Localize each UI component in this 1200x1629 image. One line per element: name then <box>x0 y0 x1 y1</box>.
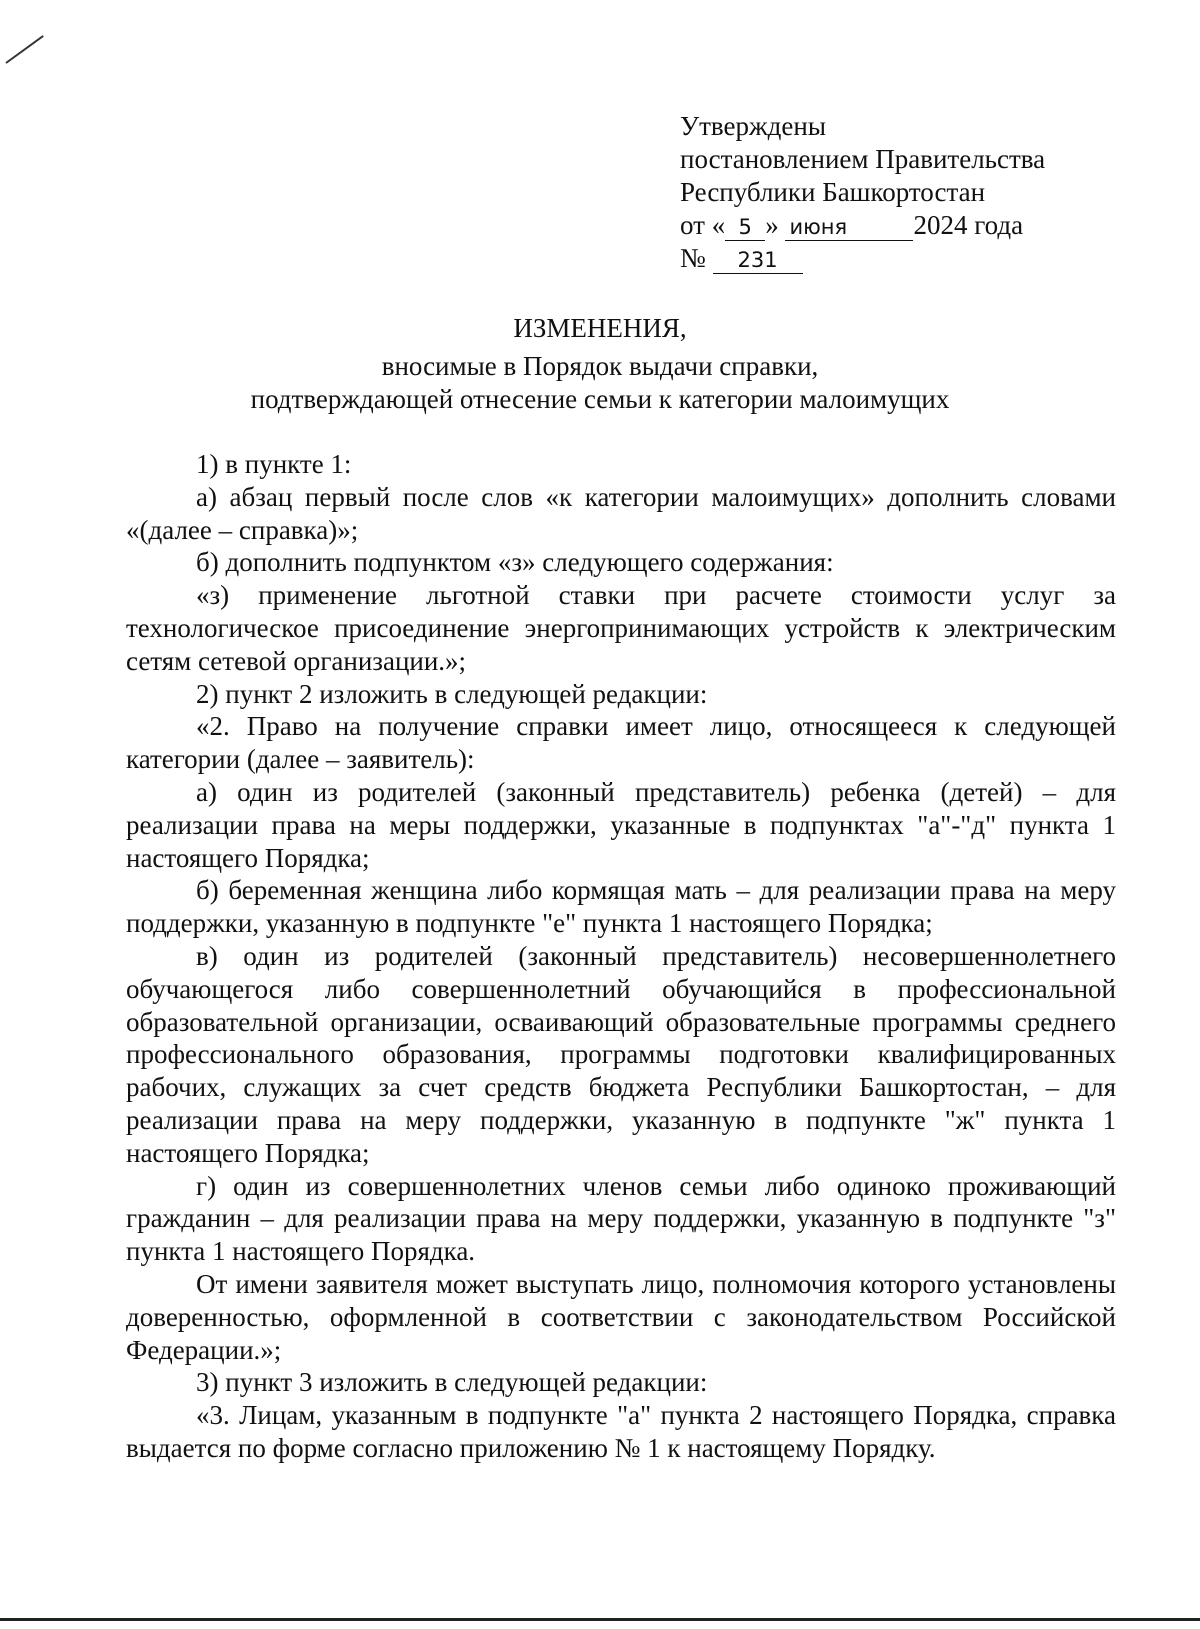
approval-date-line <box>680 209 1045 242</box>
date-year: 2024 года <box>913 210 1024 240</box>
paragraph-12: 3) пункт 3 изложить в следующей редакции: <box>196 1367 708 1398</box>
paragraph-1: 1) в пункте 1: <box>196 449 352 479</box>
date-mid: » <box>765 210 779 240</box>
paragraph-10: г) один из совершеннолетних членов семьи либо одиноко проживающий гражданин – для реализации права на меру поддержки, указанную в подпункте "з" пункта 1 настоящего Порядка. <box>126 1170 1116 1267</box>
pen-stroke-mark <box>5 35 43 64</box>
date-month: июня <box>785 214 913 241</box>
paragraph-13: «3. Лицам, указанным в подпункте "а" пункта 2 настоящего Порядка, справка выдается по форме согласно приложению № 1 к настоящему Порядку. <box>126 1400 1116 1463</box>
approval-line-3: Республики Башкортостан <box>680 177 986 207</box>
subtitle-line-2: подтверждающей отнесение семьи к категории малоимущих <box>250 384 950 414</box>
paragraph-8: б) беременная женщина либо кормящая мать – для реализации права на меру поддержки, указанную в подпункте "е" пункта 1 настоящего Порядка; <box>126 875 1116 939</box>
approval-line-2: постановлением Правительства <box>680 144 1046 174</box>
number-prefix: № <box>680 243 706 273</box>
paragraph-6: «2. Право на получение справки имеет лицо, относящееся к следующей категории (далее – заявитель): <box>126 711 1116 775</box>
subtitle-line-1: вносимые в Порядок выдачи справки, <box>381 351 819 381</box>
decree-number: 231 <box>713 247 803 274</box>
date-prefix: от « <box>680 210 726 240</box>
date-day: 5 <box>725 214 765 241</box>
paragraph-11: От имени заявителя может выступать лицо, полномочия которого установлены доверенностью, оформленной в соответствии с законодательством Российской Федерации.»; <box>126 1268 1116 1365</box>
paragraph-5: 2) пункт 2 изложить в следующей редакции: <box>196 678 708 709</box>
approval-number-line <box>680 242 1045 275</box>
paragraph-4: «з) применение льготной ставки при расчете стоимости услуг за технологическое присоединение энергопринимающих устройств к электрическим сетям сетевой организации.»; <box>126 580 1116 676</box>
document-title: ИЗМЕНЕНИЯ, <box>513 313 687 343</box>
paragraph-2: а) абзац первый после слов «к категории малоимущих» дополнить словами «(далее – справка)»; <box>126 481 1116 545</box>
approval-stamp-block <box>680 110 1045 275</box>
approval-line-1: Утверждены <box>680 111 826 141</box>
scan-bottom-edge <box>0 1618 1200 1621</box>
paragraph-9: в) один из родителей (законный представитель) несовершеннолетнего обучающегося либо совершеннолетний обучающийся в профессиональной образовательной организации, осваивающий образовательные программы среднего профессионального образования, программы подготовки квалифицированных рабочих, служащих за счет средств бюджета Республики Башкортостан, – для реализации права на меру поддержки, указанную в подпункте "ж" пункта 1 настоящего Порядка; <box>126 940 1116 1168</box>
document-body <box>126 448 1116 1465</box>
paragraph-3: б) дополнить подпунктом «з» следующего содержания: <box>196 547 834 578</box>
document-subtitle <box>0 350 1200 416</box>
paragraph-7: а) один из родителей (законный представитель) ребенка (детей) – для реализации права на меры поддержки, указанные в подпунктах "а"-"д" пункта 1 настоящего Порядка; <box>126 776 1116 873</box>
